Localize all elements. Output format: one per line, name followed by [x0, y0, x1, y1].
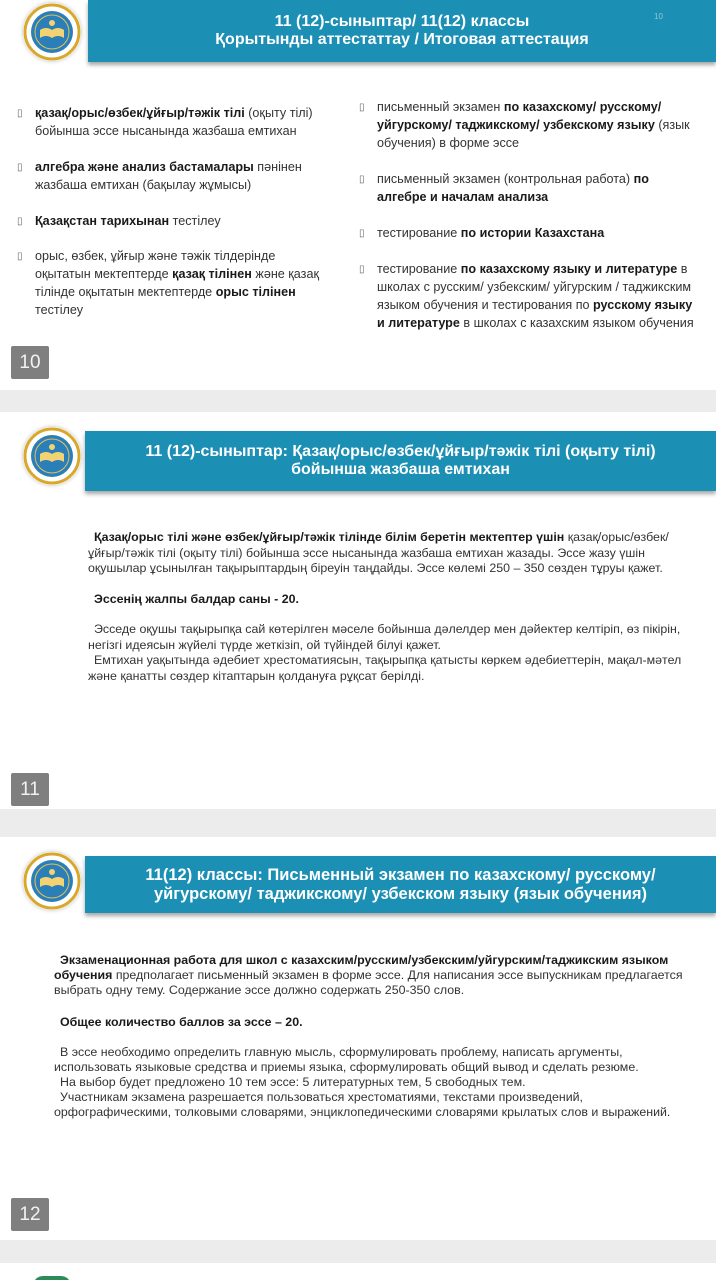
- text-run: пәнінен жазбаша емтихан (бақылау жұмысы): [35, 160, 302, 192]
- list-item: [17, 247, 325, 319]
- bullet-icon: ▯: [359, 264, 365, 275]
- bold-text-run: по казахскому/ русскому/ уйгурскому/ таджикскому/ узбекскому языку: [377, 100, 662, 132]
- total-score: Общее количество баллов за эссе – 20.: [60, 1015, 303, 1029]
- page-number-badge: 12: [11, 1198, 49, 1231]
- text-run: в школах с казахским языком обучения: [459, 316, 694, 330]
- slide-header-banner: [85, 856, 716, 913]
- next-slide-logo-edge: [33, 1276, 71, 1280]
- list-item: [17, 158, 325, 194]
- bullet-icon: ▯: [359, 174, 365, 185]
- ministry-emblem-logo: [23, 852, 81, 910]
- page-number-badge: 10: [11, 346, 49, 379]
- text-run: письменный экзамен (контрольная работа): [377, 172, 634, 186]
- slide-header-banner: [88, 0, 716, 62]
- bullet-icon: ▯: [17, 251, 23, 262]
- bold-text-run: қазақ/орыс/өзбек/ұйғыр/тәжік тілі: [35, 106, 245, 120]
- paragraph: В эссе необходимо определить главную мысль, сформулировать проблему, написать аргументы, использовать языковые средства и приемы языка, сформулировать общий вывод и сделать резюме.: [54, 1045, 639, 1074]
- paragraph: [88, 530, 684, 577]
- header-line-1: 11(12) классы: Письменный экзамен по казахскому/ русскому/: [145, 865, 656, 884]
- list-item: [359, 170, 699, 206]
- slide-body: [88, 530, 684, 684]
- text-run: (язык обучения) в форме эссе: [377, 118, 690, 150]
- text-run: тестирование: [377, 262, 461, 276]
- bold-text-run: русскому языку и литературе: [377, 298, 693, 330]
- header-line-2: бойынша жазбаша емтихан: [291, 461, 510, 478]
- ministry-emblem-logo: [23, 427, 81, 485]
- bold-text-run: по казахскому языку и литературе: [460, 262, 678, 276]
- text-run: тестирование: [377, 226, 461, 240]
- bold-text-run: қазақ тілінен: [172, 267, 252, 281]
- bold-text-run: Экзаменационная работа для школ с казахским/русским/узбекским/уйгурским/таджикским языком обучения: [54, 953, 669, 982]
- slide-10: [0, 0, 716, 390]
- bullet-icon: ▯: [359, 228, 365, 239]
- list-item: [359, 224, 699, 242]
- paragraph: Эсседе оқушы тақырыпқа сай көтерілген мәселе бойынша дәлелдер мен дәйектер келтіріп, өз пікірін, негізгі идеясын жүйелі түрде жеткізіп, ой түйіндей білуі қажет.: [88, 622, 681, 652]
- slide-13-partial: [0, 1263, 716, 1280]
- header-line-1: 11 (12)-сыныптар/ 11(12) классы: [274, 12, 530, 30]
- text-run: тестілеу: [35, 303, 84, 317]
- paragraph: На выбор будет предложено 10 тем эссе: 5 литературных тем, 5 свободных тем.: [60, 1075, 526, 1089]
- bullet-icon: ▯: [17, 216, 23, 227]
- text-run: және қазақ тілінде оқытатын мектептерде: [35, 267, 319, 299]
- bullet-icon: ▯: [359, 102, 365, 113]
- russian-exam-list: [359, 98, 699, 332]
- text-run: қазақ/орыс/өзбек/ұйғыр/тәжік тілі (оқыту тілі) бойынша эссе нысанында жазбаша емтихан жазады. Эссе жазу үшін оқушылар ұсынылған тақырыптардың біреуін таңдайды. Эссе көлемі 250 – 350 сөзден тұруы қажет.: [88, 530, 669, 575]
- header-line-2: уйгурскому/ таджикскому/ узбекском языку (язык обучения): [153, 884, 648, 903]
- bold-text-run: по алгебре и началам анализа: [377, 172, 649, 204]
- bold-text-run: орыс тілінен: [215, 285, 296, 299]
- total-score: Эссенің жалпы балдар саны - 20.: [94, 591, 299, 606]
- text-run: в школах с русским/ узбекским/ уйгурским / таджикским языком обучения и тестирования по: [377, 262, 692, 312]
- list-item: [17, 212, 325, 230]
- text-run: тестілеу: [169, 214, 221, 228]
- slide-header-banner: [85, 431, 716, 491]
- list-item: [359, 98, 699, 152]
- text-run: (оқыту тілі) бойынша эссе нысанында жазбаша емтихан: [35, 106, 313, 138]
- page-number-badge: 11: [11, 773, 49, 806]
- slide-11: [0, 412, 716, 809]
- text-run: предполагает письменный экзамен в форме эссе. Для написания эссе выпускникам предлагается выбрать одну тему. Содержание эссе должно содержать 250-350 слов.: [54, 968, 683, 997]
- slide-body: [54, 953, 684, 1120]
- text-run: письменный экзамен: [377, 100, 504, 114]
- kazakh-exam-list: [17, 104, 325, 319]
- ministry-emblem-logo: [23, 3, 81, 61]
- bullet-icon: ▯: [17, 162, 23, 173]
- bold-text-run: по истории Казахстана: [460, 226, 605, 240]
- corner-mark: 10: [654, 12, 663, 21]
- header-line-2: Қорытынды аттестаттау / Итоговая аттестация: [215, 31, 589, 48]
- paragraph: Участникам экзамена разрешается пользоваться хрестоматиями, текстами произведений, орфографическими, толковыми словарями, энциклопедическими словарями крылатых слов и выражений.: [54, 1090, 671, 1119]
- bold-text-run: алгебра және анализ бастамалары: [35, 160, 254, 174]
- list-item: [359, 260, 699, 332]
- bullet-icon: ▯: [17, 108, 23, 119]
- slide-12: [0, 837, 716, 1240]
- list-item: [17, 104, 325, 140]
- paragraph: Емтихан уақытында әдебиет хрестоматиясын, тақырыпқа қатысты көркем әдебиеттерін, мақал-мәтел және қанатты сөздер кітаптарын қолдануға рұқсат берілді.: [88, 653, 682, 683]
- text-run: орыс, өзбек, ұйғыр және тәжік тілдерінде оқытатын мектептерде: [35, 249, 276, 281]
- bold-text-run: Қазақ/орыс тілі және өзбек/ұйғыр/тәжік тілінде білім беретін мектептер үшін: [94, 530, 565, 544]
- bold-text-run: Қазақстан тарихынан: [35, 214, 170, 228]
- paragraph: [54, 953, 684, 998]
- header-line-1: 11 (12)-сыныптар: Қазақ/орыс/өзбек/ұйғыр/тәжік тілі (оқыту тілі): [145, 442, 656, 460]
